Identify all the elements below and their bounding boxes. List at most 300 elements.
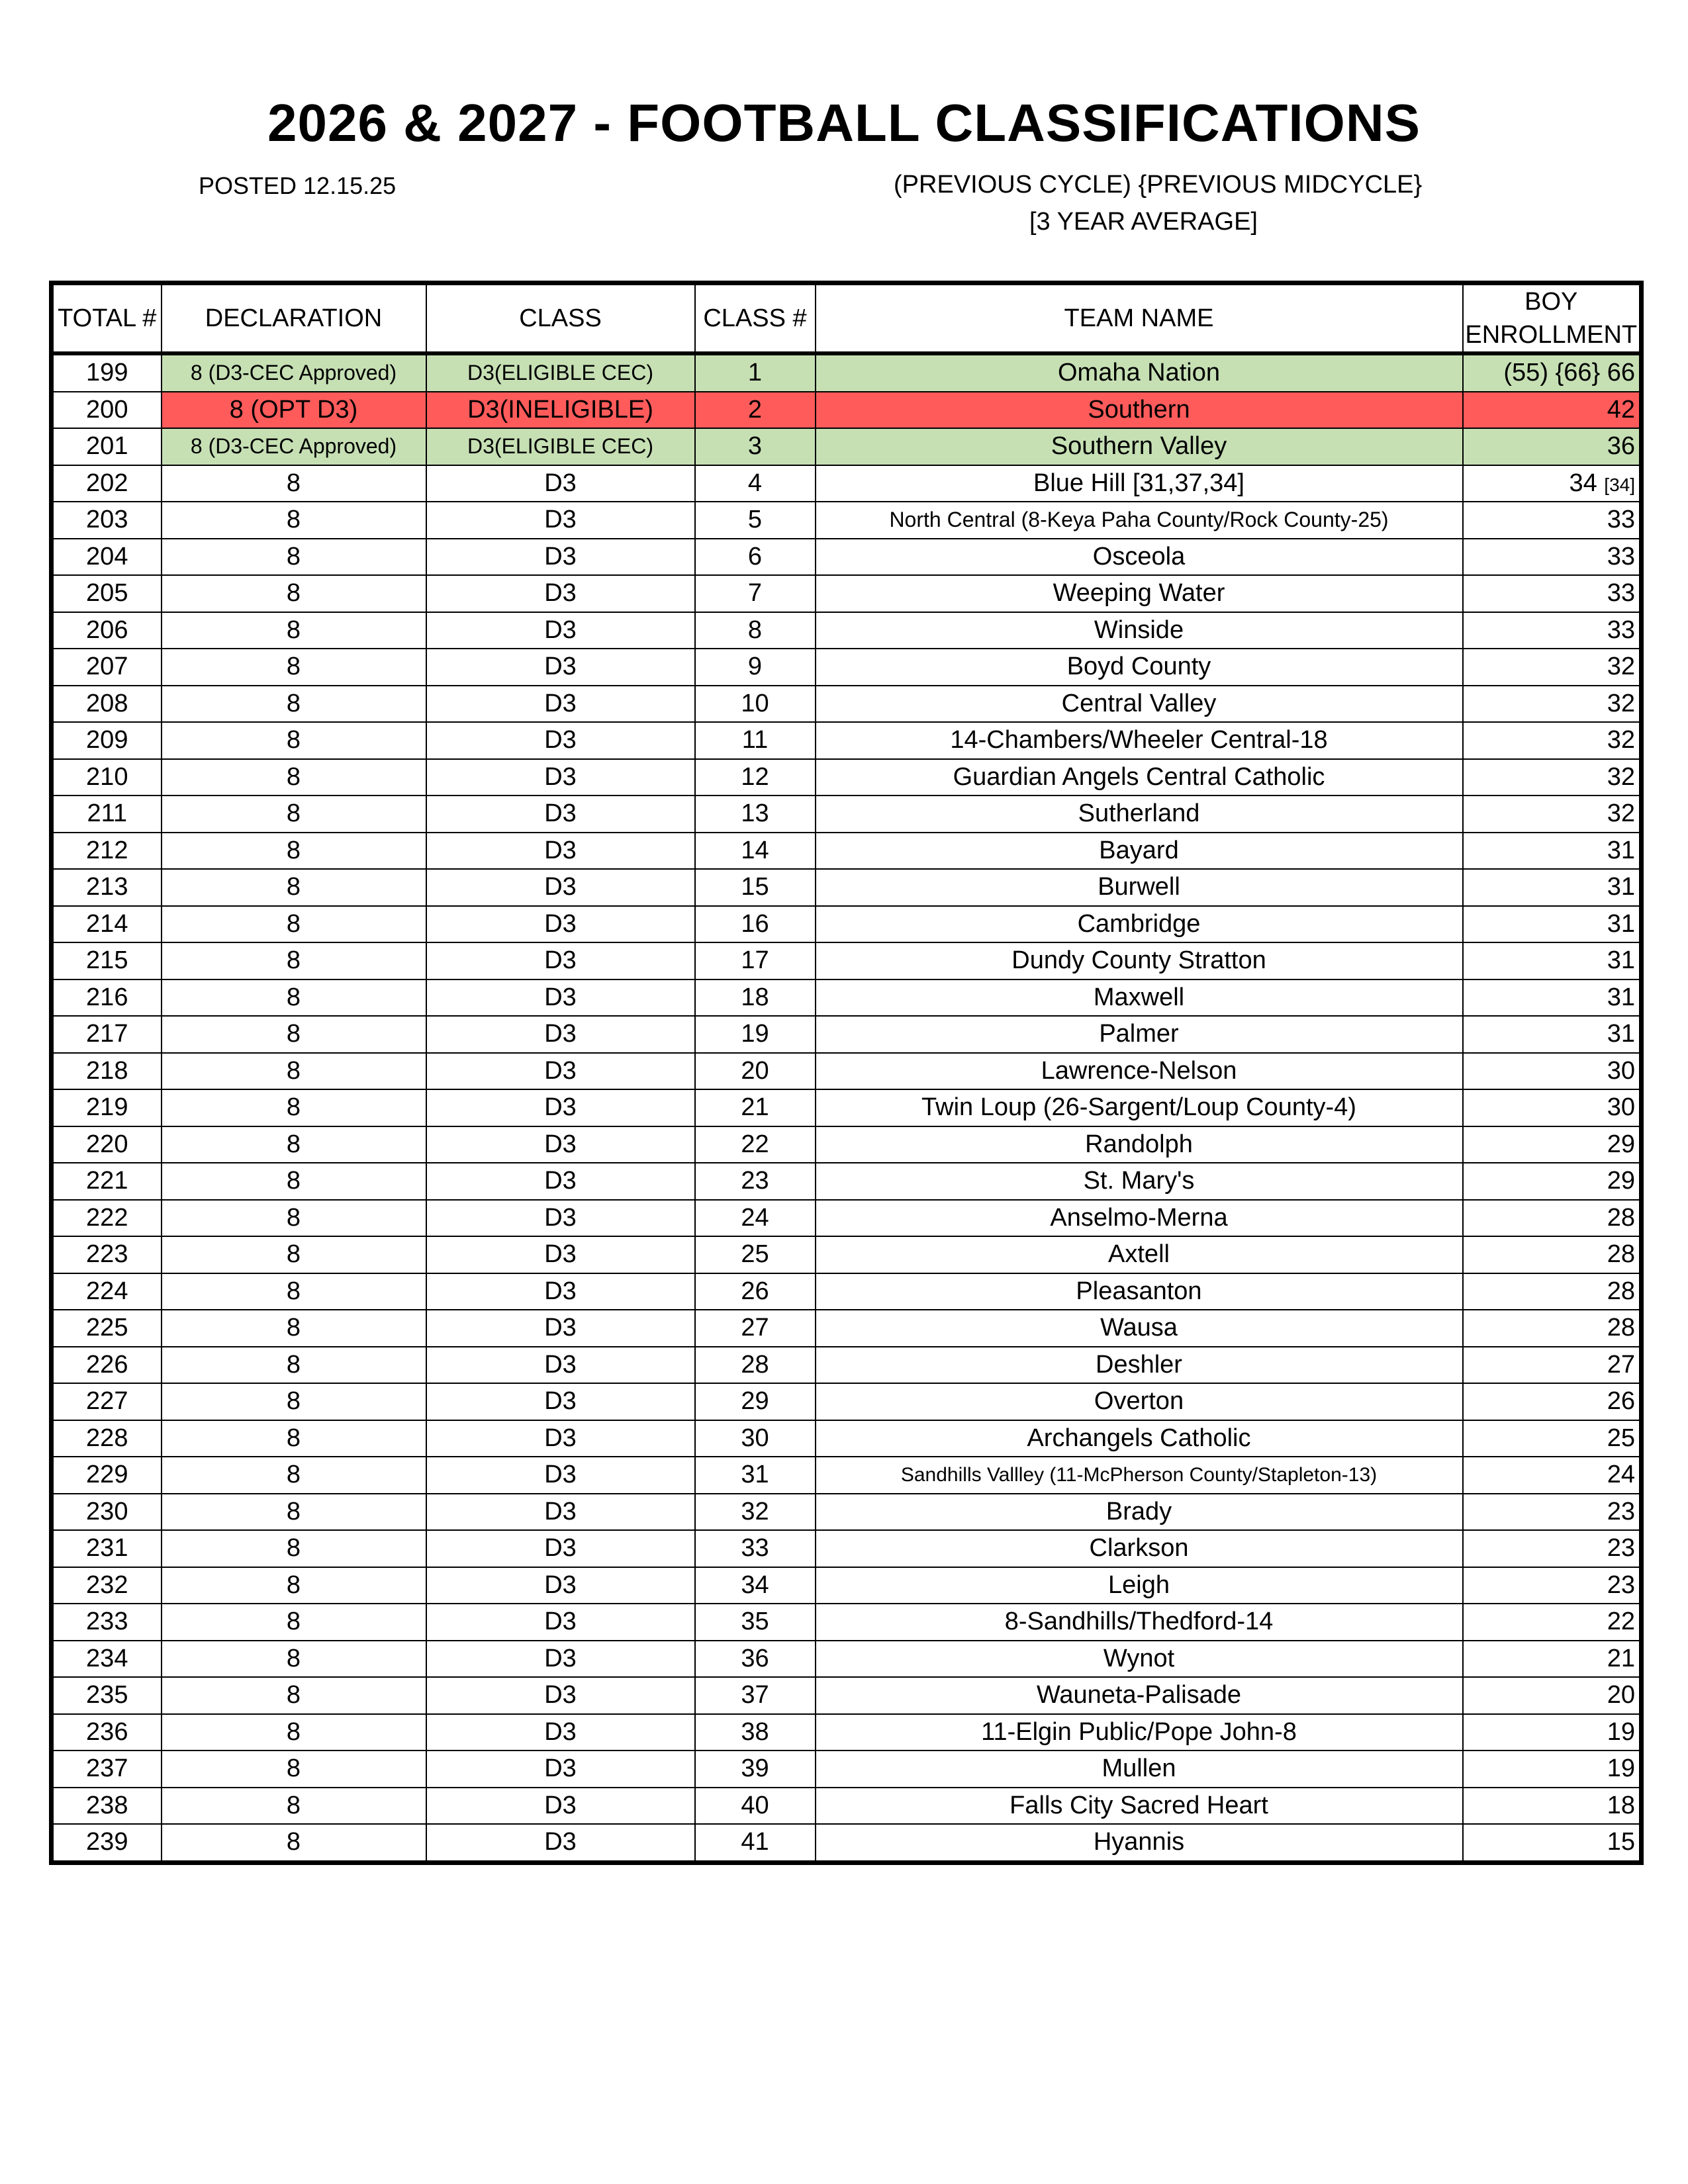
class-cell: D3	[426, 1530, 695, 1567]
total-cell: 202	[52, 465, 162, 502]
total-cell: 226	[52, 1347, 162, 1384]
team-name-cell: 14-Chambers/Wheeler Central-18	[816, 722, 1463, 759]
class-cell: D3	[426, 1200, 695, 1237]
declaration-cell: 8 (OPT D3)	[162, 392, 426, 429]
enrollment-cell: 32	[1463, 686, 1642, 723]
class-number-cell: 18	[695, 979, 816, 1017]
total-cell: 210	[52, 759, 162, 796]
total-cell: 215	[52, 942, 162, 979]
table-row	[52, 1347, 1642, 1384]
total-cell: 232	[52, 1567, 162, 1604]
table-row	[52, 649, 1642, 686]
class-cell: D3	[426, 1126, 695, 1163]
enrollment-cell: 28	[1463, 1273, 1642, 1310]
enrollment-cell: 23	[1463, 1494, 1642, 1531]
table-row	[52, 392, 1642, 429]
table-row	[52, 539, 1642, 576]
enrollment-cell: 19	[1463, 1751, 1642, 1788]
classification-table	[49, 281, 1644, 1865]
declaration-cell: 8 (D3-CEC Approved)	[162, 428, 426, 465]
class-number-cell: 33	[695, 1530, 816, 1567]
enrollment-cell: 28	[1463, 1200, 1642, 1237]
total-cell: 209	[52, 722, 162, 759]
total-cell: 205	[52, 575, 162, 612]
total-cell: 208	[52, 686, 162, 723]
table-row	[52, 1273, 1642, 1310]
total-cell: 211	[52, 796, 162, 833]
table-row	[52, 759, 1642, 796]
declaration-cell: 8	[162, 1530, 426, 1567]
total-cell: 227	[52, 1383, 162, 1420]
declaration-cell: 8	[162, 539, 426, 576]
enrollment-cell: 32	[1463, 759, 1642, 796]
enrollment-cell: 42	[1463, 392, 1642, 429]
total-cell: 213	[52, 869, 162, 906]
total-cell: 221	[52, 1163, 162, 1200]
class-cell: D3	[426, 833, 695, 870]
total-cell: 236	[52, 1714, 162, 1751]
class-number-cell: 8	[695, 612, 816, 649]
total-cell: 220	[52, 1126, 162, 1163]
table-row	[52, 1751, 1642, 1788]
table-row	[52, 1016, 1642, 1053]
class-cell: D3	[426, 1163, 695, 1200]
total-cell: 201	[52, 428, 162, 465]
class-cell: D3	[426, 1420, 695, 1457]
class-cell: D3	[426, 1053, 695, 1090]
table-row	[52, 502, 1642, 539]
enrollment-value: 34	[1569, 469, 1597, 497]
team-name-cell: Wauneta-Palisade	[816, 1677, 1463, 1714]
class-number-cell: 7	[695, 575, 816, 612]
class-cell: D3	[426, 1824, 695, 1862]
class-cell: D3	[426, 1788, 695, 1825]
declaration-cell: 8	[162, 1604, 426, 1641]
team-name-cell: Southern Valley	[816, 428, 1463, 465]
enrollment-cell: 23	[1463, 1567, 1642, 1604]
declaration-cell: 8	[162, 796, 426, 833]
team-name-cell: Hyannis	[816, 1824, 1463, 1862]
table-row	[52, 428, 1642, 465]
class-cell: D3	[426, 1273, 695, 1310]
class-number-cell: 40	[695, 1788, 816, 1825]
enrollment-cell: 23	[1463, 1530, 1642, 1567]
declaration-cell: 8	[162, 979, 426, 1017]
declaration-cell: 8	[162, 1457, 426, 1494]
class-number-cell: 35	[695, 1604, 816, 1641]
table-row	[52, 1420, 1642, 1457]
declaration-cell: 8	[162, 465, 426, 502]
team-name-cell: Omaha Nation	[816, 353, 1463, 392]
class-number-cell: 25	[695, 1236, 816, 1273]
team-name-cell: North Central (8-Keya Paha County/Rock County-25)	[816, 502, 1463, 539]
total-cell: 212	[52, 833, 162, 870]
enrollment-cell: 19	[1463, 1714, 1642, 1751]
class-number-cell: 34	[695, 1567, 816, 1604]
class-number-cell: 31	[695, 1457, 816, 1494]
class-number-cell: 36	[695, 1641, 816, 1678]
enrollment-cell: 28	[1463, 1310, 1642, 1347]
enrollment-cell: 33	[1463, 612, 1642, 649]
team-name-cell: Boyd County	[816, 649, 1463, 686]
table-row	[52, 1788, 1642, 1825]
team-name-cell: 11-Elgin Public/Pope John-8	[816, 1714, 1463, 1751]
table-row	[52, 796, 1642, 833]
table-row	[52, 1641, 1642, 1678]
class-number-cell: 14	[695, 833, 816, 870]
table-row	[52, 722, 1642, 759]
team-name-cell: Palmer	[816, 1016, 1463, 1053]
total-cell: 222	[52, 1200, 162, 1237]
col-boy-enrollment: BOY ENROLLMENT	[1463, 283, 1642, 354]
team-name-cell: Mullen	[816, 1751, 1463, 1788]
enrollment-cell: 18	[1463, 1788, 1642, 1825]
declaration-cell: 8	[162, 1383, 426, 1420]
total-cell: 218	[52, 1053, 162, 1090]
total-cell: 225	[52, 1310, 162, 1347]
team-name-cell: Blue Hill [31,37,34]	[816, 465, 1463, 502]
class-number-cell: 22	[695, 1126, 816, 1163]
table-row	[52, 575, 1642, 612]
team-name-cell: Twin Loup (26-Sargent/Loup County-4)	[816, 1089, 1463, 1126]
table-row	[52, 1200, 1642, 1237]
class-cell: D3	[426, 1641, 695, 1678]
table-row	[52, 1567, 1642, 1604]
class-cell: D3	[426, 1089, 695, 1126]
total-cell: 199	[52, 353, 162, 392]
declaration-cell: 8	[162, 1126, 426, 1163]
class-cell: D3	[426, 1383, 695, 1420]
table-row	[52, 1824, 1642, 1862]
col-total: TOTAL #	[52, 283, 162, 354]
class-cell: D3	[426, 1236, 695, 1273]
team-name-cell: Maxwell	[816, 979, 1463, 1017]
declaration-cell: 8	[162, 942, 426, 979]
declaration-cell: 8	[162, 1089, 426, 1126]
class-number-cell: 19	[695, 1016, 816, 1053]
table-row	[52, 979, 1642, 1017]
declaration-cell: 8	[162, 1420, 426, 1457]
total-cell: 231	[52, 1530, 162, 1567]
class-number-cell: 15	[695, 869, 816, 906]
enrollment-cell: 31	[1463, 979, 1642, 1017]
declaration-cell: 8	[162, 1751, 426, 1788]
total-cell: 200	[52, 392, 162, 429]
total-cell: 237	[52, 1751, 162, 1788]
table-row	[52, 833, 1642, 870]
col-team-name: TEAM NAME	[816, 283, 1463, 354]
class-cell: D3	[426, 465, 695, 502]
class-cell: D3	[426, 869, 695, 906]
declaration-cell: 8	[162, 1347, 426, 1384]
declaration-cell: 8	[162, 502, 426, 539]
enrollment-cell: 27	[1463, 1347, 1642, 1384]
class-number-cell: 11	[695, 722, 816, 759]
class-number-cell: 27	[695, 1310, 816, 1347]
table-row	[52, 465, 1642, 502]
team-name-cell: Sutherland	[816, 796, 1463, 833]
declaration-cell: 8	[162, 1273, 426, 1310]
class-number-cell: 41	[695, 1824, 816, 1862]
total-cell: 230	[52, 1494, 162, 1531]
team-name-cell: Cambridge	[816, 906, 1463, 943]
team-name-cell: Clarkson	[816, 1530, 1463, 1567]
table-row	[52, 612, 1642, 649]
team-name-cell: Leigh	[816, 1567, 1463, 1604]
enrollment-cell: 30	[1463, 1053, 1642, 1090]
table-row	[52, 1530, 1642, 1567]
class-number-cell: 30	[695, 1420, 816, 1457]
col-class: CLASS	[426, 283, 695, 354]
total-cell: 234	[52, 1641, 162, 1678]
table-row	[52, 1126, 1642, 1163]
team-name-cell: Guardian Angels Central Catholic	[816, 759, 1463, 796]
class-number-cell: 39	[695, 1751, 816, 1788]
class-cell: D3(ELIGIBLE CEC)	[426, 428, 695, 465]
team-name-cell: Dundy County Stratton	[816, 942, 1463, 979]
class-number-cell: 23	[695, 1163, 816, 1200]
table-row	[52, 1053, 1642, 1090]
team-name-cell: 8-Sandhills/Thedford-14	[816, 1604, 1463, 1641]
enrollment-cell: 24	[1463, 1457, 1642, 1494]
declaration-cell: 8	[162, 833, 426, 870]
team-name-cell: Sandhills Vallley (11-McPherson County/Stapleton-13)	[816, 1457, 1463, 1494]
table-body	[52, 353, 1642, 1862]
enrollment-cell: 32	[1463, 722, 1642, 759]
table-row	[52, 1494, 1642, 1531]
total-cell: 217	[52, 1016, 162, 1053]
cycle-legend: (PREVIOUS CYCLE) {PREVIOUS MIDCYCLE}	[894, 171, 1423, 199]
enrollment-cell: 22	[1463, 1604, 1642, 1641]
declaration-cell: 8	[162, 1200, 426, 1237]
team-name-cell: Burwell	[816, 869, 1463, 906]
team-name-cell: Overton	[816, 1383, 1463, 1420]
declaration-cell: 8	[162, 1236, 426, 1273]
team-name-cell: Osceola	[816, 539, 1463, 576]
posted-date: POSTED 12.15.25	[199, 172, 397, 199]
class-number-cell: 1	[695, 353, 816, 392]
class-number-cell: 4	[695, 465, 816, 502]
team-name-cell: Central Valley	[816, 686, 1463, 723]
col-class-number: CLASS #	[695, 283, 816, 354]
total-cell: 223	[52, 1236, 162, 1273]
enrollment-cell: 29	[1463, 1126, 1642, 1163]
declaration-cell: 8	[162, 1494, 426, 1531]
class-cell: D3	[426, 1567, 695, 1604]
class-number-cell: 29	[695, 1383, 816, 1420]
enrollment-cell: 31	[1463, 1016, 1642, 1053]
team-name-cell: Weeping Water	[816, 575, 1463, 612]
class-cell: D3	[426, 1494, 695, 1531]
declaration-cell: 8	[162, 906, 426, 943]
declaration-cell: 8	[162, 686, 426, 723]
team-name-cell: Southern	[816, 392, 1463, 429]
declaration-cell: 8	[162, 649, 426, 686]
declaration-cell: 8	[162, 1016, 426, 1053]
table-row	[52, 906, 1642, 943]
enrollment-cell: 31	[1463, 869, 1642, 906]
class-cell: D3	[426, 979, 695, 1017]
enrollment-cell	[1463, 465, 1642, 502]
class-number-cell: 6	[695, 539, 816, 576]
enrollment-cell: 30	[1463, 1089, 1642, 1126]
declaration-cell: 8	[162, 1567, 426, 1604]
table-row	[52, 353, 1642, 392]
team-name-cell: Winside	[816, 612, 1463, 649]
enrollment-cell: 31	[1463, 906, 1642, 943]
class-number-cell: 32	[695, 1494, 816, 1531]
table-row	[52, 1457, 1642, 1494]
total-cell: 214	[52, 906, 162, 943]
enrollment-cell: 33	[1463, 575, 1642, 612]
enrollment-cell: 21	[1463, 1641, 1642, 1678]
enrollment-cell: 15	[1463, 1824, 1642, 1862]
table-header-row	[52, 283, 1642, 354]
class-number-cell: 10	[695, 686, 816, 723]
class-number-cell: 16	[695, 906, 816, 943]
declaration-cell: 8	[162, 759, 426, 796]
table-row	[52, 942, 1642, 979]
class-cell: D3	[426, 1016, 695, 1053]
col-declaration: DECLARATION	[162, 283, 426, 354]
class-cell: D3	[426, 1457, 695, 1494]
team-name-cell: Pleasanton	[816, 1273, 1463, 1310]
declaration-cell: 8	[162, 1053, 426, 1090]
table-row	[52, 1089, 1642, 1126]
class-number-cell: 26	[695, 1273, 816, 1310]
table-row	[52, 1163, 1642, 1200]
team-name-cell: Bayard	[816, 833, 1463, 870]
declaration-cell: 8	[162, 1310, 426, 1347]
class-number-cell: 12	[695, 759, 816, 796]
total-cell: 204	[52, 539, 162, 576]
enrollment-cell: 29	[1463, 1163, 1642, 1200]
total-cell: 239	[52, 1824, 162, 1862]
class-number-cell: 21	[695, 1089, 816, 1126]
team-name-cell: Brady	[816, 1494, 1463, 1531]
total-cell: 224	[52, 1273, 162, 1310]
declaration-cell: 8	[162, 612, 426, 649]
table-row	[52, 1310, 1642, 1347]
class-cell: D3	[426, 1347, 695, 1384]
enrollment-cell: 20	[1463, 1677, 1642, 1714]
total-cell: 233	[52, 1604, 162, 1641]
class-number-cell: 3	[695, 428, 816, 465]
class-cell: D3	[426, 796, 695, 833]
table-row	[52, 869, 1642, 906]
team-name-cell: Archangels Catholic	[816, 1420, 1463, 1457]
declaration-cell: 8 (D3-CEC Approved)	[162, 353, 426, 392]
class-cell: D3	[426, 906, 695, 943]
declaration-cell: 8	[162, 722, 426, 759]
class-cell: D3	[426, 1604, 695, 1641]
class-cell: D3	[426, 649, 695, 686]
enrollment-cell: (55) {66} 66	[1463, 353, 1642, 392]
class-cell: D3	[426, 1310, 695, 1347]
class-number-cell: 24	[695, 1200, 816, 1237]
total-cell: 229	[52, 1457, 162, 1494]
declaration-cell: 8	[162, 1163, 426, 1200]
declaration-cell: 8	[162, 1677, 426, 1714]
class-cell: D3	[426, 502, 695, 539]
class-cell: D3	[426, 722, 695, 759]
class-number-cell: 2	[695, 392, 816, 429]
declaration-cell: 8	[162, 1788, 426, 1825]
total-cell: 216	[52, 979, 162, 1017]
enrollment-cell: 33	[1463, 539, 1642, 576]
team-name-cell: Lawrence-Nelson	[816, 1053, 1463, 1090]
enrollment-cell: 33	[1463, 502, 1642, 539]
total-cell: 206	[52, 612, 162, 649]
class-cell: D3(ELIGIBLE CEC)	[426, 353, 695, 392]
team-name-cell: Wausa	[816, 1310, 1463, 1347]
declaration-cell: 8	[162, 1714, 426, 1751]
team-name-cell: Deshler	[816, 1347, 1463, 1384]
average-legend: [3 YEAR AVERAGE]	[1029, 208, 1258, 236]
class-cell: D3	[426, 1714, 695, 1751]
class-number-cell: 5	[695, 502, 816, 539]
total-cell: 207	[52, 649, 162, 686]
total-cell: 238	[52, 1788, 162, 1825]
class-number-cell: 37	[695, 1677, 816, 1714]
class-cell: D3	[426, 1677, 695, 1714]
class-cell: D3(INELIGIBLE)	[426, 392, 695, 429]
page-title: 2026 & 2027 - FOOTBALL CLASSIFICATIONS	[267, 93, 1421, 152]
class-cell: D3	[426, 539, 695, 576]
class-cell: D3	[426, 612, 695, 649]
class-cell: D3	[426, 759, 695, 796]
declaration-cell: 8	[162, 1641, 426, 1678]
enrollment-cell: 31	[1463, 942, 1642, 979]
team-name-cell: Axtell	[816, 1236, 1463, 1273]
class-cell: D3	[426, 686, 695, 723]
declaration-cell: 8	[162, 575, 426, 612]
total-cell: 219	[52, 1089, 162, 1126]
total-cell: 228	[52, 1420, 162, 1457]
class-cell: D3	[426, 1751, 695, 1788]
class-number-cell: 28	[695, 1347, 816, 1384]
class-cell: D3	[426, 575, 695, 612]
table-row	[52, 1236, 1642, 1273]
team-name-cell: Falls City Sacred Heart	[816, 1788, 1463, 1825]
table-row	[52, 1677, 1642, 1714]
class-number-cell: 38	[695, 1714, 816, 1751]
enrollment-note: [34]	[1604, 474, 1635, 495]
class-number-cell: 9	[695, 649, 816, 686]
team-name-cell: St. Mary's	[816, 1163, 1463, 1200]
total-cell: 203	[52, 502, 162, 539]
class-number-cell: 13	[695, 796, 816, 833]
table-row	[52, 686, 1642, 723]
enrollment-cell: 36	[1463, 428, 1642, 465]
enrollment-cell: 32	[1463, 796, 1642, 833]
enrollment-cell: 25	[1463, 1420, 1642, 1457]
enrollment-cell: 31	[1463, 833, 1642, 870]
table-row	[52, 1383, 1642, 1420]
enrollment-cell: 32	[1463, 649, 1642, 686]
table-row	[52, 1714, 1642, 1751]
total-cell: 235	[52, 1677, 162, 1714]
team-name-cell: Randolph	[816, 1126, 1463, 1163]
team-name-cell: Anselmo-Merna	[816, 1200, 1463, 1237]
team-name-cell: Wynot	[816, 1641, 1463, 1678]
declaration-cell: 8	[162, 869, 426, 906]
class-number-cell: 20	[695, 1053, 816, 1090]
class-cell: D3	[426, 942, 695, 979]
enrollment-cell: 26	[1463, 1383, 1642, 1420]
declaration-cell: 8	[162, 1824, 426, 1862]
table-row	[52, 1604, 1642, 1641]
